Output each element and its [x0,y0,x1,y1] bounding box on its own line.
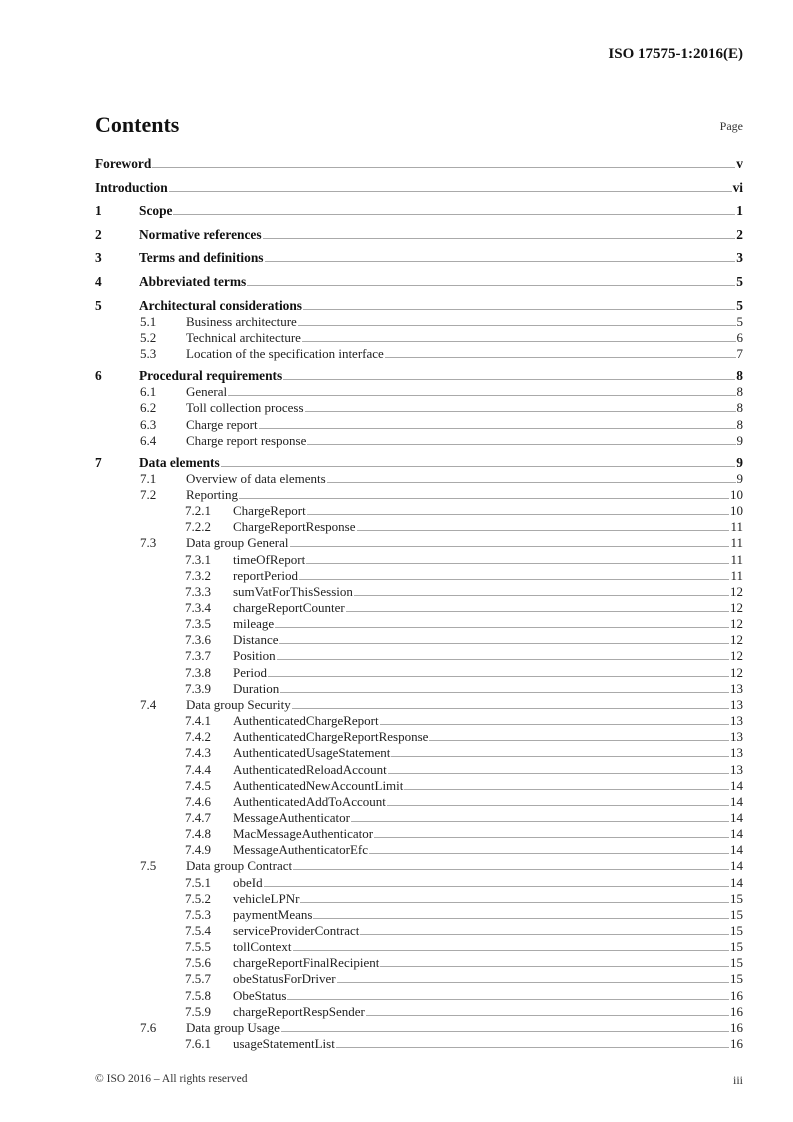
toc-entry-page: 1 [736,203,743,219]
toc-entry[interactable] [95,858,743,874]
toc-entry-page: 14 [730,826,743,842]
toc-entry[interactable] [95,616,743,632]
toc-entry-title: mileage [233,616,275,632]
toc-entry-title: MessageAuthenticator [233,809,350,825]
toc-entry[interactable] [95,600,743,616]
toc-entry-title: Charge report [186,416,258,432]
toc-entry-page: 2 [736,226,743,242]
toc-entry-title: AuthenticatedReloadAccount [233,761,387,777]
leader-dots [374,837,729,838]
leader-dots [277,659,729,660]
toc-entry-title: Technical architecture [186,329,301,345]
toc-entry-title: tollContext [233,939,292,955]
toc-entry-number: 5.1 [140,313,157,329]
leader-dots [357,530,730,531]
leader-dots [169,191,732,192]
toc-entry-number: 7.3.4 [185,600,211,615]
leader-dots [268,676,729,677]
toc-entry-number: 6.4 [140,432,157,448]
toc-entry-page: 13 [730,745,743,761]
toc-entry[interactable] [95,417,743,433]
toc-entry-title: Procedural requirements [139,368,283,384]
toc-entry-page: 9 [736,432,743,448]
leader-dots [306,563,729,564]
toc-entry[interactable] [95,1036,743,1052]
leader-dots [391,756,729,757]
page-title: Contents [95,112,180,137]
toc-entry-number: 1 [95,203,102,219]
toc-entry-title: Position [233,648,276,664]
toc-entry-title: AuthenticatedChargeReportResponse [233,729,429,745]
toc-entry[interactable] [95,487,743,503]
toc-entry[interactable] [95,384,743,400]
toc-entry-number: 7.3.9 [185,680,211,696]
toc-entry-number: 7.4.5 [185,777,211,793]
toc-entry-title: chargeReportFinalRecipient [233,955,380,971]
toc-entry-title: AuthenticatedNewAccountLimit [233,777,404,793]
toc-entry-number: 7.4.2 [185,729,211,745]
toc-entry[interactable] [95,535,743,551]
leader-dots [305,411,736,412]
toc-entry-number: 7.4.4 [185,761,211,777]
page-number: iii [732,1073,743,1087]
toc-entry-number: 7.2.1 [185,503,211,519]
toc-entry-title: ChargeReport [233,503,306,519]
toc-entry[interactable] [95,584,743,600]
leader-dots [259,428,736,429]
toc-entry-number: 3 [95,250,102,266]
toc-entry[interactable] [95,842,743,858]
leader-dots [307,444,735,445]
toc-entry-number: 7.6.1 [185,1036,211,1052]
toc-entry-page: 14 [730,809,743,825]
leader-dots [351,821,729,822]
toc-entry[interactable] [95,400,743,416]
leader-dots [281,1031,729,1032]
leader-dots [279,643,729,644]
leader-dots [263,238,736,239]
toc-entry[interactable] [95,826,743,842]
toc-entry-number: 7.4.1 [185,713,211,729]
leader-dots [307,514,729,515]
toc-entry-number: 7.5.9 [185,1003,211,1019]
toc-entry-number: 7 [95,454,102,470]
toc-entry-page: 12 [730,648,743,664]
toc-entry-title: Normative references [139,226,262,242]
toc-entry-page: 8 [736,384,743,400]
toc-entry[interactable] [95,203,743,219]
leader-dots [346,611,729,612]
toc-entry-number: 7.5.8 [185,987,211,1003]
toc-entry[interactable] [95,552,743,568]
toc-entry-number: 7.4.7 [185,809,211,825]
toc-entry[interactable] [95,1020,743,1036]
toc-entry[interactable] [95,971,743,987]
toc-entry-title: Reporting [186,486,238,502]
toc-entry[interactable] [95,648,743,664]
toc-entry-title: MessageAuthenticatorEfc [233,842,369,858]
leader-dots [360,934,729,935]
toc-entry-page: 8 [736,400,743,416]
toc-entry[interactable] [95,298,743,314]
toc-entry[interactable] [95,156,743,172]
toc-entry-number: 7.3.1 [185,551,211,567]
leader-dots [298,325,736,326]
toc-entry-page: 16 [730,987,743,1003]
toc-entry-title: Architectural considerations [139,297,303,313]
toc-entry-page: 15 [730,906,743,922]
toc-entry[interactable] [95,923,743,939]
leader-dots [275,627,729,628]
toc-entry[interactable] [95,810,743,826]
toc-entry-title: Location of the specification interface [186,346,384,362]
toc-entry-title: chargeReportCounter [233,600,345,615]
toc-entry-page: 12 [730,616,743,632]
toc-entry[interactable] [95,713,743,729]
toc-entry-page: 13 [730,729,743,745]
toc-entry-title: Data group Security [186,696,291,712]
toc-entry-number: 7.5.1 [185,874,211,890]
toc-entry-number: 7.3.8 [185,664,211,680]
toc-entry[interactable] [95,794,743,810]
leader-dots [366,1015,729,1016]
toc-entry-title: AuthenticatedUsageStatement [233,745,391,761]
toc-entry-number: 7.1 [140,470,157,486]
leader-dots [152,167,735,168]
toc-entry-page: 12 [730,583,743,599]
toc-entry-page: 11 [730,551,743,567]
toc-entry[interactable] [95,250,743,266]
toc-entry-title: Foreword [95,156,152,171]
toc-entry-page: 10 [730,486,743,502]
toc-entry-page: 14 [730,793,743,809]
toc-entry-page: 8 [736,416,743,432]
toc-entry-page: 16 [730,1003,743,1019]
toc-entry-title: ObeStatus [233,987,287,1003]
toc-entry-page: 5 [736,297,743,313]
toc-entry-page: 11 [730,535,743,551]
leader-dots [228,395,735,396]
leader-dots [429,740,729,741]
toc-entry-title: paymentMeans [233,906,313,922]
toc-entry-page: 7 [736,346,743,362]
toc-entry-title: Terms and definitions [139,250,264,266]
toc-entry[interactable] [95,346,743,362]
toc-entry-page: 16 [730,1036,743,1052]
leader-dots [354,595,729,596]
toc-entry-title: Toll collection process [186,400,304,416]
leader-dots [337,982,729,983]
toc-entry[interactable] [95,433,743,449]
toc-entry-number: 5 [95,297,102,313]
toc-entry-title: obeStatusForDriver [233,971,336,987]
toc-entry-page: 3 [736,250,743,266]
leader-dots [327,482,736,483]
toc-entry-page: 9 [736,454,743,470]
leader-dots [283,379,735,380]
toc-entry-page: 13 [730,761,743,777]
toc-entry-title: Business architecture [186,313,297,329]
toc-entry-title: MacMessageAuthenticator [233,826,374,842]
toc-entry-title: AuthenticatedChargeReport [233,713,379,729]
leader-dots [287,999,729,1000]
toc-entry-title: Data group Usage [186,1019,280,1035]
toc-entry[interactable] [95,568,743,584]
toc-entry-title: Period [233,664,267,680]
toc-entry-title: Data group General [186,535,289,551]
toc-entry-title: General [186,384,228,400]
toc-entry-title: Duration [233,680,280,696]
leader-dots [303,309,735,310]
toc-entry-number: 7.3.7 [185,648,211,664]
toc-entry-number: 7.4.3 [185,745,211,761]
leader-dots [247,285,735,286]
toc-entry-number: 7.3.3 [185,583,211,599]
leader-dots [280,692,729,693]
toc-entry[interactable] [95,697,743,713]
toc-entry-number: 7.3.5 [185,616,211,632]
toc-entry[interactable] [95,891,743,907]
toc-entry-page: 6 [736,329,743,345]
toc-entry-number: 6 [95,368,102,384]
toc-entry-page: 8 [736,368,743,384]
toc-entry-title: obeId [233,874,263,890]
toc-entry[interactable] [95,907,743,923]
toc-entry-page: 12 [730,664,743,680]
toc-entry-number: 7.5.7 [185,971,211,987]
leader-dots [336,1047,729,1048]
leader-dots [380,966,729,967]
toc-entry[interactable] [95,729,743,745]
toc-entry-title: ChargeReportResponse [233,519,356,535]
toc-entry[interactable] [95,665,743,681]
toc-entry[interactable] [95,762,743,778]
leader-dots [369,853,729,854]
toc-entry-number: 6.1 [140,384,157,400]
toc-entry[interactable] [95,1004,743,1020]
leader-dots [239,498,729,499]
leader-dots [380,724,729,725]
toc-entry[interactable] [95,955,743,971]
toc-entry[interactable] [95,681,743,697]
toc-entry-title: Data elements [139,454,220,470]
toc-entry-title: Charge report response [186,432,307,448]
leader-dots [293,950,730,951]
toc-entry[interactable] [95,330,743,346]
toc-entry-page: 16 [730,1019,743,1035]
toc-entry-title: serviceProviderContract [233,923,360,938]
toc-entry-title: sumVatForThisSession [233,583,353,599]
leader-dots [173,214,735,215]
toc-entry[interactable] [95,988,743,1004]
toc-entry-title: Overview of data elements [186,470,326,486]
toc-entry-number: 7.2.2 [185,519,211,535]
leader-dots [388,773,729,774]
toc-entry-number: 6.2 [140,400,157,416]
toc-entry-title: AuthenticatedAddToAccount [233,793,386,809]
document-code: ISO 17575-1:2016(E) [608,46,743,62]
toc-entry-number: 6.3 [140,416,157,432]
toc-entry[interactable] [95,503,743,519]
toc-entry-title: Scope [139,203,173,219]
toc-entry-title: Abbreviated terms [139,274,247,289]
toc-entry-page: 15 [730,939,743,955]
toc-entry[interactable] [95,180,743,196]
toc-entry[interactable] [95,314,743,330]
toc-entry-page: vi [732,179,743,195]
toc-entry-number: 5.3 [140,346,157,362]
toc-entry[interactable] [95,632,743,648]
toc-entry-page: 14 [730,858,743,874]
leader-dots [302,341,736,342]
toc-entry-page: 11 [730,519,743,535]
toc-entry-page: 15 [730,923,743,938]
toc-entry[interactable] [95,939,743,955]
toc-entry-page: 11 [730,567,743,583]
toc-entry-number: 7.4.6 [185,793,211,809]
toc-entry[interactable] [95,368,743,384]
toc-entry-page: 14 [730,874,743,890]
toc-entry-page: 5 [736,274,743,289]
leader-dots [300,902,729,903]
toc-entry-title: Introduction [95,179,168,195]
toc-entry-title: Data group Contract [186,858,293,874]
toc-entry-title: usageStatementList [233,1036,335,1052]
leader-dots [385,357,736,358]
page-column-label: Page [719,119,743,133]
toc-entry[interactable] [95,875,743,891]
toc-entry-title: reportPeriod [233,567,298,583]
toc-entry-title: Distance [233,632,279,648]
toc-entry-page: 5 [736,313,743,329]
toc-entry-number: 7.2 [140,486,157,502]
toc-entry-title: timeOfReport [233,551,306,567]
toc-entry-number: 5.2 [140,329,157,345]
toc-entry-number: 4 [95,274,102,289]
toc-entry-page: 9 [736,470,743,486]
toc-entry-title: vehicleLPNr [233,890,300,906]
leader-dots [221,466,736,467]
leader-dots [264,886,729,887]
toc-entry-number: 7.4.9 [185,842,211,858]
toc-entry-page: 14 [730,777,743,793]
toc-entry-number: 7.5 [140,858,157,874]
toc-entry-page: 12 [730,600,743,615]
leader-dots [265,261,736,262]
toc-entry-page: 13 [730,713,743,729]
copyright-notice: © ISO 2016 – All rights reserved [95,1073,248,1085]
leader-dots [313,918,729,919]
toc-entry-number: 7.5.3 [185,906,211,922]
toc-entry-number: 7.5.5 [185,939,211,955]
leader-dots [387,805,729,806]
toc-entry-page: 13 [730,696,743,712]
toc-entry-number: 7.3 [140,535,157,551]
leader-dots [404,789,729,790]
leader-dots [299,579,729,580]
toc-entry-page: 13 [730,680,743,696]
toc-entry[interactable] [95,519,743,535]
toc-entry-title: chargeReportRespSender [233,1003,365,1019]
toc-entry-page: 15 [730,955,743,971]
contents-header [95,112,743,140]
toc-entry-page: 15 [730,890,743,906]
toc-entry-number: 7.5.6 [185,955,211,971]
toc-entry[interactable] [95,471,743,487]
toc-entry-page: 12 [730,632,743,648]
toc-entry-number: 2 [95,226,102,242]
toc-entry-number: 7.3.6 [185,632,211,648]
toc-entry[interactable] [95,778,743,794]
leader-dots [293,869,729,870]
toc-entry-number: 7.4 [140,696,157,712]
toc-entry-page: 14 [730,842,743,858]
toc-entry-page: 15 [730,971,743,987]
toc-entry-number: 7.4.8 [185,826,211,842]
toc-entry-number: 7.5.4 [185,923,211,938]
toc-entry[interactable] [95,745,743,761]
toc-entry-number: 7.3.2 [185,567,211,583]
leader-dots [292,708,729,709]
toc-entry-number: 7.5.2 [185,890,211,906]
leader-dots [290,546,730,547]
toc-entry[interactable] [95,455,743,471]
toc-entry[interactable] [95,227,743,243]
toc-entry-page: 10 [730,503,743,519]
toc-entry-number: 7.6 [140,1019,157,1035]
toc-entry[interactable] [95,274,743,290]
toc-entry-page: v [736,156,743,171]
